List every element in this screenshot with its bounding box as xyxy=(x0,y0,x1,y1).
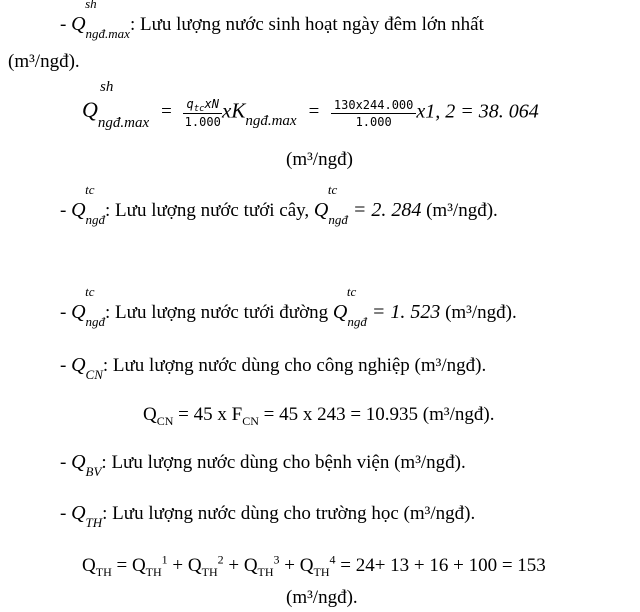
symbol-q-sh-ngd-max-lhs: Q sh $_{ngđ.max}$ xyxy=(82,79,150,132)
formula-qsh-max: Q sh $_{ngđ.max}$ = $\frac{q_{tc}xN}{1.000}$ $xK_{ngđ.max}$ = $\frac{130x244.000}{1.000}$ x1, 2 = 38. 064 xyxy=(82,79,539,132)
fraction-qtc-n: $\frac{q_{tc}xN}{1.000}$ xyxy=(184,97,221,129)
qth-formula: $Q_{TH} = Q_{TH}^1 + Q_{TH}^2 + Q_{TH}^3 + Q_{TH}^4 = 24+ 13 + 16 + 100 = 153$ xyxy=(82,552,546,579)
fraction-numeric: $\frac{130x244.000}{1.000}$ xyxy=(331,99,416,128)
qsh-max-definition xyxy=(60,0,484,41)
symbol-q-cn: $Q_{CN}$ xyxy=(71,354,103,382)
bullet: - xyxy=(60,14,67,35)
qtc-road-watering: - Q tc $_{ngđ}$: Lưu lượng nước tưới đường Q tc $_{ngđ}$ = 1. 523 (m³/ngđ). xyxy=(60,284,517,329)
formula-qsh-max-unit: (m³/ngđ) xyxy=(286,149,353,170)
qcn-definition: - $Q_{CN}$: Lưu lượng nước dùng cho công nghiệp (m³/ngđ). xyxy=(60,354,487,382)
qth-formula-unit: (m³/ngđ). xyxy=(286,587,358,608)
symbol-q-sh-ngd-max: Q sh $_{ngđ.max}$ xyxy=(71,0,130,41)
symbol-q-tc-ngd-value: Q tc $_{ngđ}$ xyxy=(313,182,348,227)
qsh-max-unit: (m³/ngđ). xyxy=(8,51,80,72)
symbol-q-th: $Q_{TH}$ xyxy=(71,502,103,530)
symbol-q-tc-ngd-value: Q tc $_{ngđ}$ xyxy=(332,284,367,329)
symbol-q-bv: $Q_{BV}$ xyxy=(71,451,102,479)
qcn-formula: $Q_{CN} = 45$ x $F_{CN} = 45$ x 243 = 10.935 (m³/ngđ). xyxy=(143,404,495,428)
qth-definition: - $Q_{TH}$: Lưu lượng nước dùng cho trường học (m³/ngđ). xyxy=(60,502,476,530)
qtc-tree-watering: - Q tc $_{ngđ}$: Lưu lượng nước tưới cây, Q tc $_{ngđ}$ = 2. 284 (m³/ngđ). xyxy=(60,182,498,227)
symbol-q-tc-ngd: Q tc $_{ngđ}$ xyxy=(71,182,106,227)
description: : Lưu lượng nước sinh hoạt ngày đêm lớn nhất xyxy=(129,14,484,35)
symbol-q-tc-ngd: Q tc $_{ngđ}$ xyxy=(71,284,106,329)
qbv-definition: - $Q_{BV}$: Lưu lượng nước dùng cho bệnh viện (m³/ngđ). xyxy=(60,451,466,479)
